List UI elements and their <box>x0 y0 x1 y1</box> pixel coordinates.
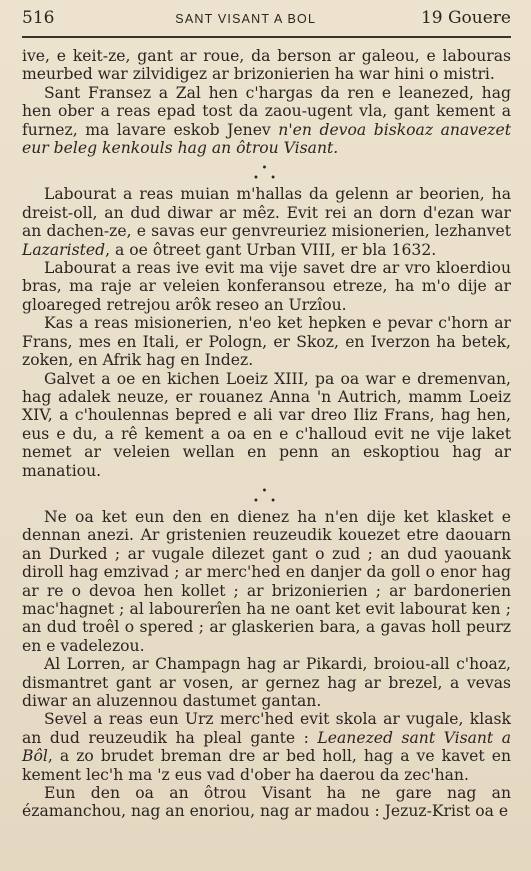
paragraph-text: , a zo brudet breman dre ar bed holl, hag a ve kavet en kement lec'h ma 'z eus vad d'ober ha daerou da zec'han. <box>22 747 511 784</box>
page-number: 516 <box>22 8 55 28</box>
paragraph <box>22 710 511 784</box>
paragraph: Ne oa ket eun den en dienez ha n'en dije ket klasket e dennan anezi. Ar gristenien reuzeudik kouezet etre daouarn an Durked ; ar vugale dilezet gant o zud ; an dud yaouank diroll hag emzivad ; ar merc'hed en danjer da goll o enor hag ar re o devoa hen kollet ; ar brizonierien ; ar bardonerien mac'hagnet ; al labourerîen ha ne oant ket evit labourat ken ; an dud troêl o spered ; ar glaskerien bara, a gavas holl peurz en e vadelezou. <box>22 507 511 655</box>
section-separator <box>22 157 511 185</box>
paragraph: Al Lorren, ar Champagn hag ar Pikardi, broiou-all c'hoaz, dismantret gant ar vosen, ar gernez hag ar brezel, a vevas diwar an aluzennou dastumet gantan. <box>22 655 511 710</box>
body-text <box>22 47 511 821</box>
paragraph-italic-text: Leanezed sant Visant a Bôl <box>22 728 512 766</box>
paragraph: Eun den oa an ôtrou Visant ha ne gare nag an ézamanchou, nag an enoriou, nag ar madou : Jezuz-Krist oa e <box>22 784 511 821</box>
paragraph: Kas a reas misionerien, n'eo ket hepken e pevar c'horn ar Frans, mes en Itali, er Pologn, er Skoz, en Iverzon ha betek, zoken, en Afrik hag en Indez. <box>22 314 511 370</box>
separator-dots: • • <box>253 495 280 507</box>
section-title: 19 Gouere <box>420 8 511 28</box>
paragraph-text: Labourat a reas muian m'hallas da gelenn ar beorien, ha dreist-oll, an dud diwar ar mêz. Evit rei an dorn d'ezan war an dachen-ze, e savas eur genvreuriez misionerien, lezhanvet <box>22 185 511 241</box>
paragraph <box>22 185 511 259</box>
paragraph: Galvet a oe en kichen Loeiz XIII, pa oa war e dremenvan, hag adalek neuze, er rouanez Anna 'n Autrich, mamm Loeiz XIV, a c'houlennas bepred e ali var dreo Iliz Frans, hag hen, eus e du, a rê kement a oa en e c'halloud evit ne vije laket nemet ar veleien wellan en penn an eskoptiou hag ar manatiou. <box>22 369 511 480</box>
paragraph: Labourat a reas ive evit ma vije savet dre ar vro kloerdiou bras, ma raje ar veleien konferansou etreze, ha m'o dije ar gloareged retrejou arôk reseo an Urzîou. <box>22 259 511 314</box>
header-rule <box>22 36 511 38</box>
paragraph: ive, e keit-ze, gant ar roue, da berson ar galeou, e labouras meurbed war zilvidigez ar brizonierien ha war hini o mistri. <box>22 47 511 84</box>
section-separator <box>22 480 511 508</box>
paragraph-text: Sevel a reas eun Urz merc'hed evit skola ar vugale, klask an dud reuzeudik ha pleal gante : <box>22 710 511 747</box>
separator-dot: • <box>261 163 272 175</box>
paragraph-text: , a oe ôtreet gant Urban VIII, er bla 1632. <box>105 240 437 259</box>
separator-dots: • • <box>253 173 280 185</box>
page-header <box>22 8 511 36</box>
paragraph <box>22 84 511 158</box>
paragraph-text: Sant Fransez a Zal hen c'hargas da ren e leanezed, hag hen ober a reas epad tost da zaou-ugent vla, gant kement a furnez, ma lavare eskob Jenev <box>22 83 511 139</box>
paragraph-italic-text: Lazaristed <box>22 240 106 259</box>
paragraph-italic-text: n'en devoa biskoaz anavezet eur beleg kenkouls hag an ôtrou Visant. <box>22 120 511 158</box>
running-title: SANT VISANT A BOL <box>175 12 317 26</box>
separator-dot: • <box>261 485 272 497</box>
